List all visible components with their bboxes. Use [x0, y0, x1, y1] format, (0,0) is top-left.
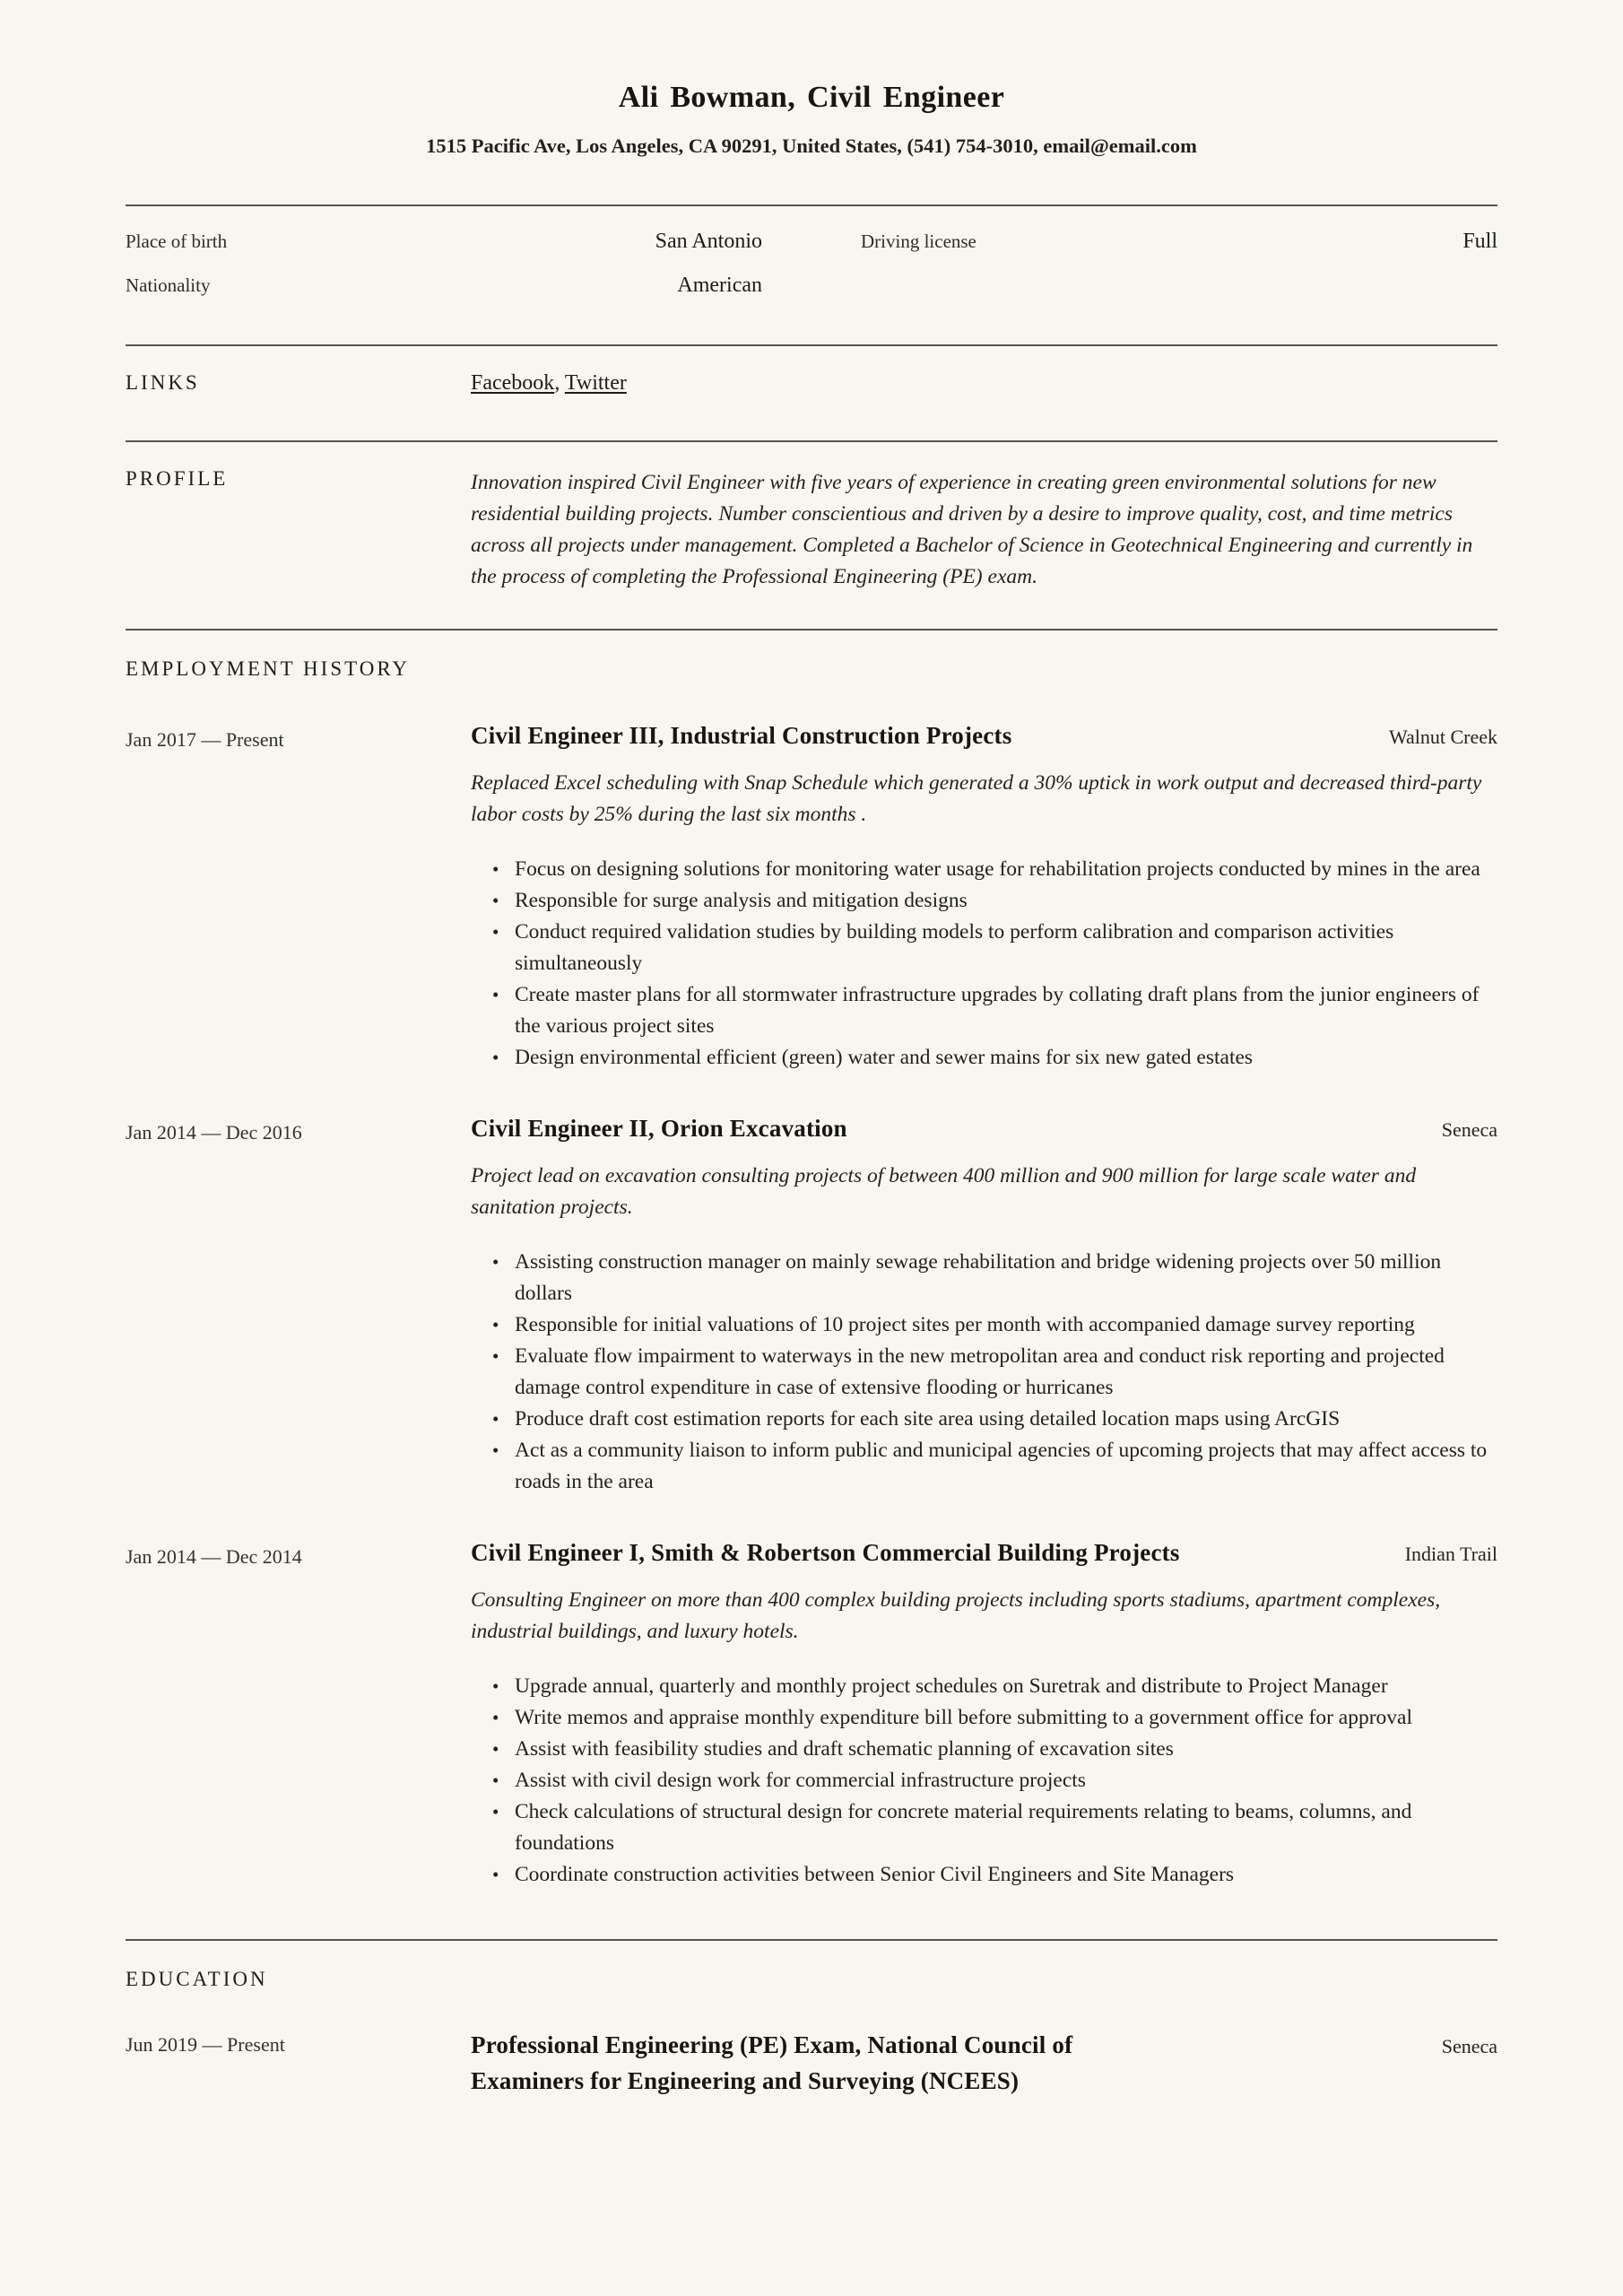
education-section [126, 1941, 1497, 2099]
education-heading: EDUCATION [126, 1968, 268, 1990]
job-header [471, 1539, 1497, 1567]
job-title: Civil Engineer III, Industrial Construction Projects [471, 722, 1012, 749]
job-bullet: • Write memos and appraise monthly expenditure bill before submitting to a government office for approval [490, 1702, 1497, 1734]
job-bullet: • Assist with feasibility studies and draft schematic planning of excavation sites [490, 1734, 1497, 1765]
job-location: Walnut Creek [1388, 726, 1497, 748]
profile-heading: PROFILE [126, 467, 229, 490]
education-location: Seneca [1441, 2035, 1497, 2057]
candidate-name: Ali Bowman, Civil Engineer [618, 81, 1005, 114]
job-body [471, 1539, 1497, 1891]
detail-label-nationality: Nationality [126, 274, 211, 296]
job-bullet: • Check calculations of structural design for concrete material requirements relating to beams, columns, and foundations [490, 1796, 1497, 1859]
job-bullet-list [490, 1671, 1497, 1891]
education-dates: Jun 2019 — Present [126, 2033, 285, 2056]
education-body [471, 2027, 1497, 2099]
detail-label-place-of-birth: Place of birth [126, 230, 228, 252]
detail-value-driving-license: Full [1462, 230, 1497, 253]
details-section [126, 206, 1497, 344]
job-bullet: • Create master plans for all stormwater infrastructure upgrades by collating draft plans from the junior engineers of the various project sites [490, 979, 1497, 1042]
links-section [126, 346, 1497, 440]
job-bullet: • Evaluate flow impairment to waterways in the new metropolitan area and conduct risk reporting and projected damage control expenditure in case of extensive flooding or hurricanes [490, 1341, 1497, 1404]
job-dates: Jan 2017 — Present [126, 728, 284, 751]
links-heading: LINKS [126, 371, 200, 394]
job-dates: Jan 2014 — Dec 2014 [126, 1545, 302, 1568]
detail-nationality [126, 274, 762, 298]
job-location: Indian Trail [1404, 1543, 1497, 1565]
profile-text: Innovation inspired Civil Engineer with five years of experience in creating green environmental solutions for new residential building projects. Number conscientious and driven by a desire to improve quality, cost, and time metrics across all projects under management. Completed a Bachelor of Science in Geotechnical Engineering and currently in the process of completing the Professional Engineering (PE) exam. [471, 471, 1473, 588]
job-bullet: • Coordinate construction activities between Senior Civil Engineers and Site Managers [490, 1859, 1497, 1891]
job-title: Civil Engineer I, Smith & Robertson Commercial Building Projects [471, 1539, 1180, 1566]
job-title: Civil Engineer II, Orion Excavation [471, 1115, 847, 1142]
detail-value-nationality: American [677, 274, 762, 297]
job-header [471, 722, 1497, 750]
links-list [471, 371, 1497, 396]
education-header [471, 2027, 1497, 2099]
job-summary: Replaced Excel scheduling with Snap Schedule which generated a 30% uptick in work output and decreased third-party labor costs by 25% during the last six months . [471, 771, 1482, 826]
job-bullet: • Produce draft cost estimation reports for each site area using detailed location maps using ArcGIS [490, 1404, 1497, 1435]
detail-driving-license [861, 230, 1497, 254]
job-bullet: • Design environmental efficient (green) water and sewer mains for six new gated estates [490, 1042, 1497, 1074]
job-bullet: • Act as a community liaison to inform public and municipal agencies of upcoming projects that may affect access to roads in the area [490, 1435, 1497, 1498]
job-bullet-list [490, 854, 1497, 1074]
education-entry-1 [126, 2027, 1497, 2099]
job-header [471, 1115, 1497, 1143]
detail-label-driving-license: Driving license [861, 230, 976, 252]
twitter-link[interactable]: Twitter [564, 371, 627, 395]
job-bullet-list [490, 1247, 1497, 1498]
job-summary: Project lead on excavation consulting projects of between 400 million and 900 million for large scale water and sanitation projects. [471, 1164, 1417, 1219]
education-title: Professional Engineering (PE) Exam, National Council of Examiners for Engineering and Surveying (NCEES) [471, 2031, 1073, 2094]
facebook-link[interactable]: Facebook [471, 371, 555, 395]
details-row-2 [126, 274, 1497, 298]
job-bullet: • Responsible for surge analysis and mitigation designs [490, 885, 1497, 917]
job-bullet: • Conduct required validation studies by building models to perform calibration and comparison activities simultaneously [490, 917, 1497, 979]
job-dates: Jan 2014 — Dec 2016 [126, 1121, 302, 1144]
details-row-1 [126, 230, 1497, 254]
job-location: Seneca [1441, 1118, 1497, 1141]
resume-header [126, 81, 1497, 158]
job-body [471, 1115, 1497, 1498]
contact-line: 1515 Pacific Ave, Los Angeles, CA 90291, United States, (541) 754-3010, email@email.com [426, 135, 1197, 157]
job-bullet: • Assisting construction manager on mainly sewage rehabilitation and bridge widening projects over 50 million dollars [490, 1247, 1497, 1309]
job-entry-2 [126, 1115, 1497, 1498]
job-summary: Consulting Engineer on more than 400 complex building projects including sports stadiums, apartment complexes, industrial buildings, and luxury hotels. [471, 1588, 1441, 1643]
employment-heading: EMPLOYMENT HISTORY [126, 657, 411, 680]
employment-section [126, 631, 1497, 1939]
job-bullet: • Focus on designing solutions for monitoring water usage for rehabilitation projects conducted by mines in the area [490, 854, 1497, 885]
links-separator: , [554, 371, 560, 395]
job-body [471, 722, 1497, 1074]
job-entry-1 [126, 722, 1497, 1074]
job-bullet: • Assist with civil design work for commercial infrastructure projects [490, 1765, 1497, 1796]
profile-section [126, 442, 1497, 629]
job-entry-3 [126, 1539, 1497, 1891]
detail-place-of-birth [126, 230, 762, 254]
detail-value-place-of-birth: San Antonio [655, 230, 762, 253]
job-bullet: • Upgrade annual, quarterly and monthly project schedules on Suretrak and distribute to Project Manager [490, 1671, 1497, 1702]
job-bullet: • Responsible for initial valuations of 10 project sites per month with accompanied damage survey reporting [490, 1309, 1497, 1341]
